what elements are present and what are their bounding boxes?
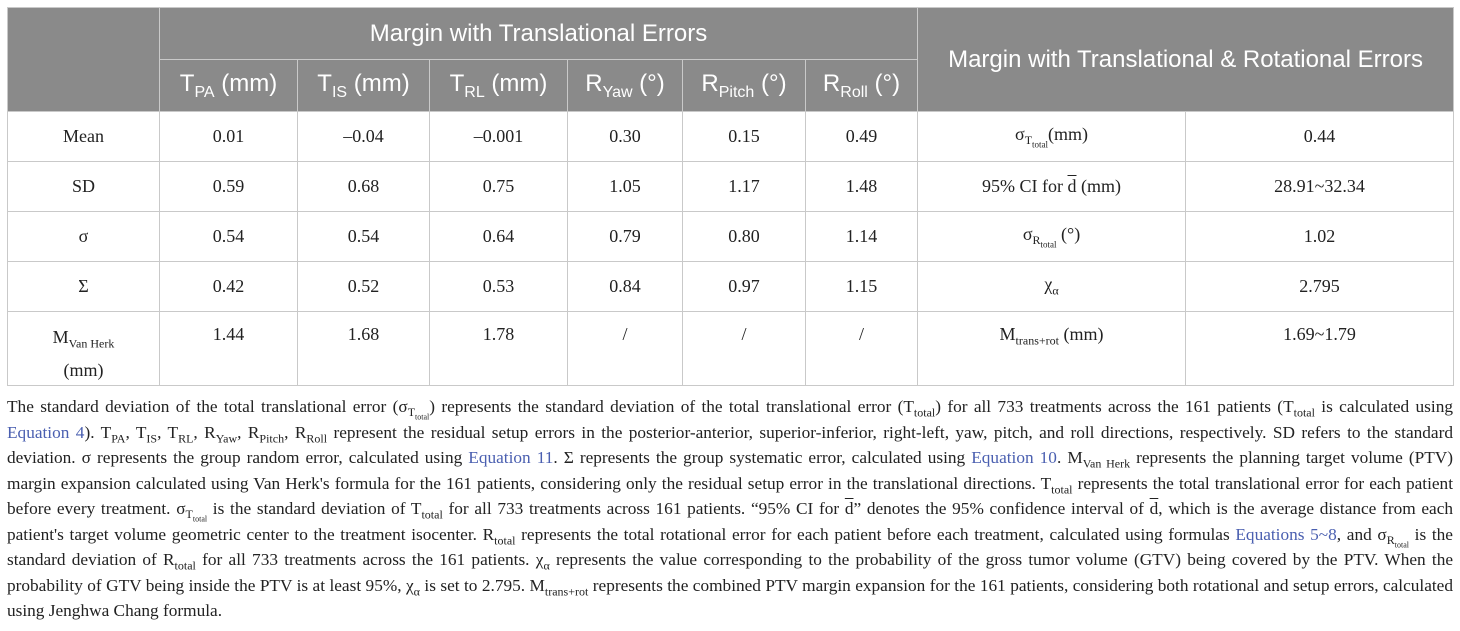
table-cell: 0.42 (160, 262, 298, 312)
header-row-group (8, 8, 1454, 60)
table-cell: 0.79 (568, 212, 683, 262)
equation-11-link[interactable]: Equation 11 (468, 448, 554, 467)
table-cell: 1.15 (806, 262, 918, 312)
table-cell: –0.001 (430, 112, 568, 162)
table-cell: / (806, 312, 918, 386)
table-cell: 0.52 (298, 262, 430, 312)
table-cell: 0.54 (160, 212, 298, 262)
right-label: $\sigma_{R_{total}}$ (°) (918, 212, 1186, 262)
row-label: SD (8, 162, 160, 212)
table-cell: 1.78 (430, 312, 568, 386)
table-cell: 0.64 (430, 212, 568, 262)
right-label: 95% CI for $\overline{d}$ (mm) (918, 162, 1186, 212)
equation-10-link[interactable]: Equation 10 (971, 448, 1057, 467)
table-cell: 1.14 (806, 212, 918, 262)
row-label: Σ (8, 262, 160, 312)
table-cell: 0.53 (430, 262, 568, 312)
table-cell: 0.49 (806, 112, 918, 162)
table-cell: 1.05 (568, 162, 683, 212)
column-header-is: $T_{IS}$ (mm) (298, 60, 430, 112)
right-label: $M_{trans+rot}$ (mm) (918, 312, 1186, 386)
margin-table (7, 7, 1454, 386)
table-cell: / (683, 312, 806, 386)
right-label: $\sigma_{T_{total}}(mm)$ (918, 112, 1186, 162)
table-cell: 0.59 (160, 162, 298, 212)
table-cell: –0.04 (298, 112, 430, 162)
table-cell: 0.54 (298, 212, 430, 262)
table-row (8, 112, 1454, 162)
table-row (8, 212, 1454, 262)
right-value: 1.69~1.79 (1186, 312, 1454, 386)
table-cell: / (568, 312, 683, 386)
table-cell: 1.44 (160, 312, 298, 386)
right-value: 2.795 (1186, 262, 1454, 312)
table-cell: 1.48 (806, 162, 918, 212)
right-value: 1.02 (1186, 212, 1454, 262)
equations-5-8-link[interactable]: Equations 5~8 (1235, 524, 1337, 544)
table-cell: 0.75 (430, 162, 568, 212)
row-label: Mean (8, 112, 160, 162)
table-row (8, 262, 1454, 312)
column-header-pa: $T_{PA}$ (mm) (160, 60, 298, 112)
column-header-roll: $R_{Roll}$ (°) (806, 60, 918, 112)
header-corner (8, 8, 160, 112)
table-cell: 0.80 (683, 212, 806, 262)
column-header-yaw: $R_{Yaw}$ (°) (568, 60, 683, 112)
table-cell: 0.97 (683, 262, 806, 312)
table-cell: 0.30 (568, 112, 683, 162)
table-cell: 0.01 (160, 112, 298, 162)
row-label: $M_{Van Herk}$ (mm) (8, 312, 160, 386)
table-cell: 0.68 (298, 162, 430, 212)
table-cell: 1.68 (298, 312, 430, 386)
table-cell: 1.17 (683, 162, 806, 212)
table-cell: 0.15 (683, 112, 806, 162)
table-row (8, 312, 1454, 386)
column-header-pitch: $R_{Pitch}$ (°) (683, 60, 806, 112)
header-group-translational: Margin with Translational Errors (160, 8, 918, 60)
row-label: σ (8, 212, 160, 262)
table-row (8, 162, 1454, 212)
right-label: $\chi_\alpha$ (918, 262, 1186, 312)
table-cell: 0.84 (568, 262, 683, 312)
right-value: 0.44 (1186, 112, 1454, 162)
header-group-translational-rotational: Margin with Translational & Rotational Errors (918, 8, 1454, 112)
column-header-rl: $T_{RL}$ (mm) (430, 60, 568, 112)
right-value: 28.91~32.34 (1186, 162, 1454, 212)
table-footnote: The standard deviation of the total translational error $(\sigma_{T_{total}})$ represents the standard deviation of the total translational error $(T_{total})$ for all 733 treatments across the 161 patients ($T_{total}$ is calculated using Equation 4). $T_{PA}$, $T_{IS}$, $T_{RL}$, $R_{Yaw}$, $R_{Pitch}$, $R_{Roll}$ represent the residual setup errors in the posterior-anterior, superior-inferior, right-left, yaw, pitch, and roll directions, respectively. SD refers to the standard deviation. σ represents the group random error, calculated using Equation 11. Σ represents the group systematic error, calculated using Equation 10. $M_{Van Herk}$ represents the planning target volume (PTV) margin expansion calculated using Van Herk's formula for the 161 patients, considering only the residual setup error in the translational directions. $T_{total}$ represents the total translational error for each patient before every treatment. $\sigma_{T_{total}}$ is the standard deviation of $T_{total}$ for all 733 treatments across 161 patients. “95% CI for $\overline{d}$” denotes the 95% confidence interval of $\overline{d}$, which is the average distance from each patient's target volume geometric center to the treatment isocenter. $R_{total}$ represents the total rotational error for each patient before each treatment, calculated using formulas Equations 5~8, and $\sigma_{R_{total}}$ is the standard deviation of $R_{total}$ for all 733 treatments across the 161 patients. $\chi_\alpha$ represents the value corresponding to the probability of the gross tumor volume (GTV) being covered by the PTV. When the probability of GTV being inside the PTV is at least 95%, $\chi_\alpha$ is set to 2.795. $M_{trans+rot}$ represents the combined PTV margin expansion for the 161 patients, considering both rotational and setup errors, calculated using Jenghwa Chang formula. (7, 397, 1454, 620)
equation-4-link[interactable]: Equation 4 (7, 422, 85, 442)
